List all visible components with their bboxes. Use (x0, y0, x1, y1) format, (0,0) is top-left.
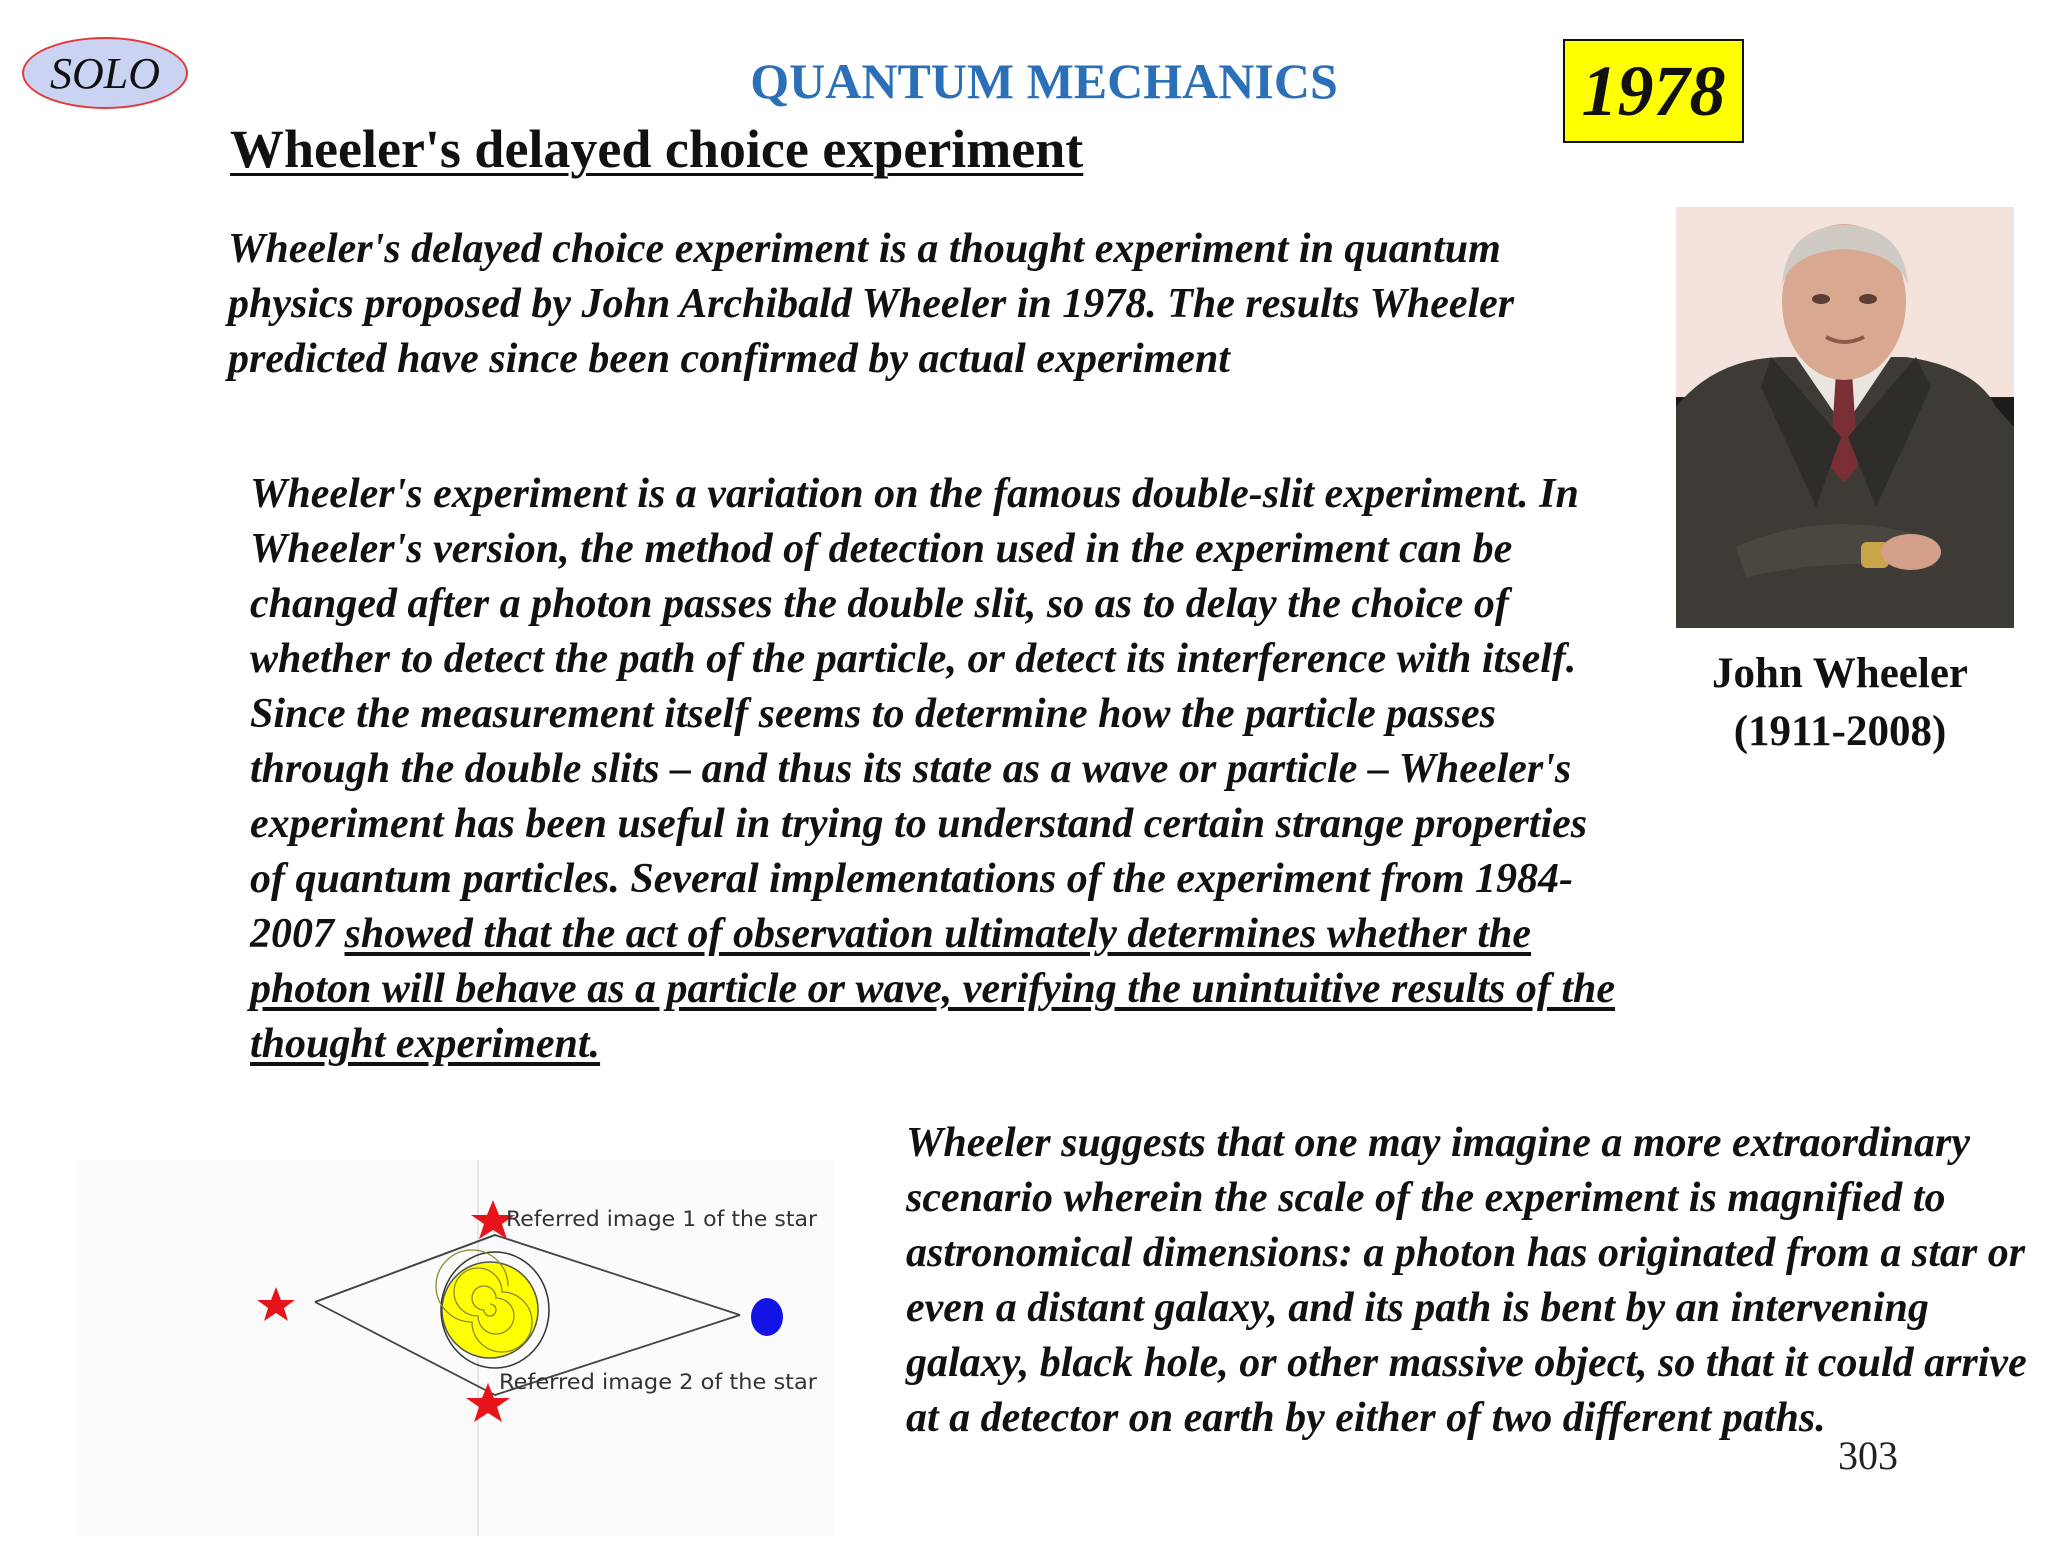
label-image-2: Referred image 2 of the star (499, 1370, 818, 1394)
portrait-illustration (1676, 207, 2014, 628)
paragraph-intro (190, 222, 1558, 387)
portrait-caption-name: John Wheeler (1711, 650, 1968, 697)
paragraph-variation (212, 467, 1630, 1072)
label-image-1: Referred image 1 of the star (506, 1207, 818, 1231)
source-star (257, 1287, 295, 1321)
page-title: QUANTUM MECHANICS (750, 53, 1338, 109)
year-text: 1978 (1581, 50, 1726, 131)
paragraph-variation-underlined: showed that the act of observation ultimately determines whether the photon will behave as a particle or wave, verifying the unintuitive results of the thought experiment. (250, 911, 1616, 1067)
portrait-caption (1640, 645, 2040, 761)
year-badge (1563, 39, 1744, 143)
john-wheeler-portrait (1676, 207, 2014, 628)
paragraph-astronomical (868, 1116, 2048, 1446)
portrait-caption-years: (1911-2008) (1733, 708, 1947, 755)
paragraph-variation-text: Wheeler's experiment is a variation on the famous double-slit experiment. In Wheeler's version, the method of detection used in the experiment can be changed after a photon passes the double slit, so as to delay the choice of whether to detect the path of the particle, or detect its interference with itself. Since the measurement itself seems to determine how the particle passes through the double slits – and thus its state as a wave or particle – Wheeler's experiment has been useful in trying to understand certain strange properties of quantum particles. Several implementations of the experiment from 1984-2007 (250, 471, 1588, 957)
observer-earth (751, 1298, 783, 1336)
solo-badge-text: SOLO (49, 48, 161, 98)
page-number: 303 (1838, 1433, 1898, 1478)
slide-subtitle: Wheeler's delayed choice experiment (230, 119, 1084, 179)
paragraph-astronomical-text: Wheeler suggests that one may imagine a more extraordinary scenario wherein the scale of the experiment is magnified to astronomical dimensions: a photon has originated from a star or even a distant galaxy, and its path is bent by an intervening galaxy, black hole, or other massive object, so that it could arrive at a detector on earth by either of two different paths. (906, 1120, 2027, 1441)
lens-diagram-svg (75, 1160, 835, 1536)
paragraph-intro-text: Wheeler's delayed choice experiment is a thought experiment in quantum physics proposed by John Archibald Wheeler in 1978. The results Wheeler predicted have since been confirmed by actual experiment (228, 226, 1515, 382)
gravitational-lens-diagram (75, 1160, 835, 1536)
